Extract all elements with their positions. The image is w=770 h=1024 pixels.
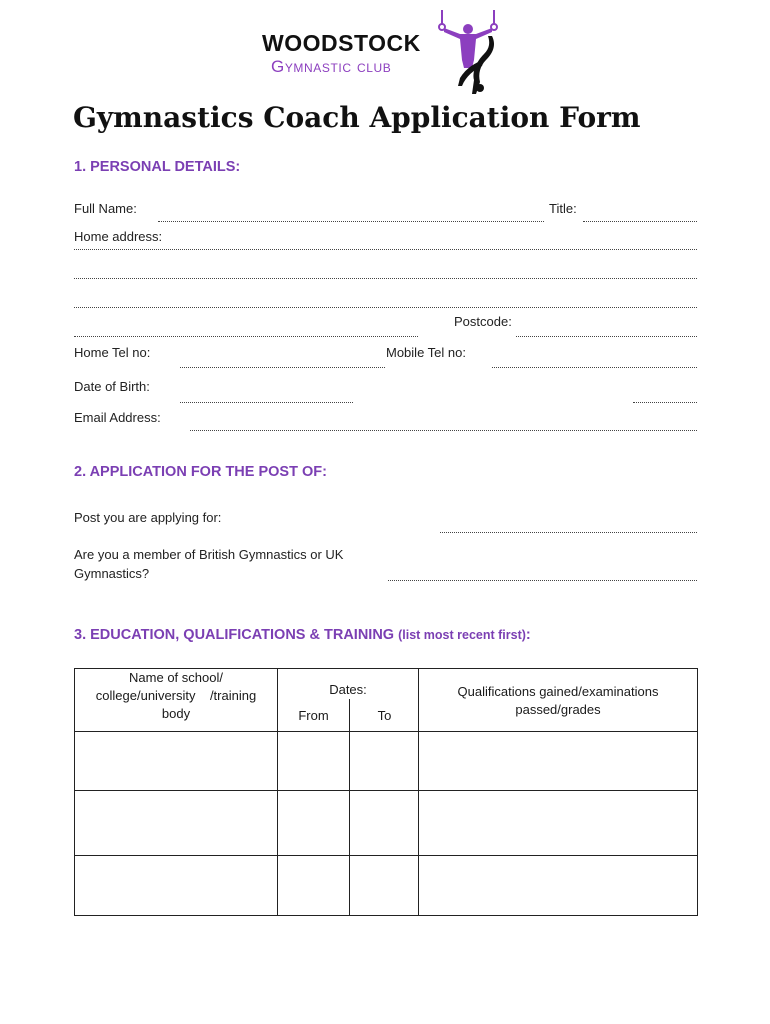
table-row [75,791,698,856]
email-label: Email Address: [74,410,161,425]
header-school-line-3: body [161,706,191,721]
header-qualifications [419,669,698,732]
table-cell-school[interactable] [75,856,278,916]
home-tel-label: Home Tel no: [74,345,151,360]
home-tel-field[interactable] [180,367,385,368]
section-education-colon: : [525,627,531,643]
home-address-field-line-2[interactable] [74,278,697,279]
header-school [75,669,278,732]
section-education-heading [74,627,531,643]
header-dates [278,669,419,732]
table-row [75,732,698,791]
education-table [74,668,698,916]
home-address-field-line-1[interactable] [74,249,697,250]
membership-answer-field[interactable] [388,580,697,581]
gymnast-logo-icon [436,8,506,98]
home-address-field-line-4[interactable] [74,336,418,337]
header-qualifications-line-2: passed/grades [515,702,601,717]
table-cell-school[interactable] [75,732,278,791]
post-applying-field[interactable] [440,532,697,533]
mobile-tel-field[interactable] [492,367,697,368]
date-of-birth-extra-field[interactable] [633,402,697,403]
header-qualifications-line-1: Qualifications gained/examinations [457,684,659,699]
section-education-note: (list most recent first) [398,628,526,642]
section-education-title: 3. EDUCATION, QUALIFICATIONS & TRAINING [74,627,395,643]
home-address-label: Home address: [74,229,163,244]
table-cell-to[interactable] [350,791,419,856]
header-school-line-2: college/university /training [95,688,257,703]
membership-question-line-1: Are you a member of British Gymnastics or UK [74,547,344,562]
section-application-heading: 2. APPLICATION FOR THE POST OF: [74,464,327,480]
title-label: Title: [549,201,577,216]
club-logo-subtitle: Gymnastic club [271,57,392,76]
table-cell-to[interactable] [350,856,419,916]
table-cell-qualifications[interactable] [419,732,698,791]
email-field[interactable] [190,430,697,431]
header-from: From [298,708,329,723]
table-row [75,856,698,916]
table-cell-to[interactable] [350,732,419,791]
title-field[interactable] [583,221,697,222]
date-of-birth-label: Date of Birth: [74,379,150,394]
header-to: To [377,708,392,723]
date-of-birth-field[interactable] [180,402,353,403]
post-applying-label: Post you are applying for: [74,510,222,525]
header-dates-label: Dates: [329,682,367,697]
full-name-field[interactable] [158,221,544,222]
table-cell-qualifications[interactable] [419,791,698,856]
header-school-line-1: Name of school/ [129,670,223,685]
home-address-field-line-3[interactable] [74,307,697,308]
table-cell-from[interactable] [278,856,350,916]
membership-question-line-2: Gymnastics? [74,566,150,581]
postcode-field[interactable] [516,336,697,337]
table-cell-school[interactable] [75,791,278,856]
full-name-label: Full Name: [74,201,137,216]
table-cell-from[interactable] [278,732,350,791]
section-personal-details-heading: 1. PERSONAL DETAILS: [74,159,241,175]
page-title: Gymnastics Coach Application Form [73,101,641,134]
table-cell-qualifications[interactable] [419,856,698,916]
postcode-label: Postcode: [454,314,512,329]
club-logo-name: WOODSTOCK [262,30,421,56]
table-cell-from[interactable] [278,791,350,856]
mobile-tel-label: Mobile Tel no: [386,345,466,360]
